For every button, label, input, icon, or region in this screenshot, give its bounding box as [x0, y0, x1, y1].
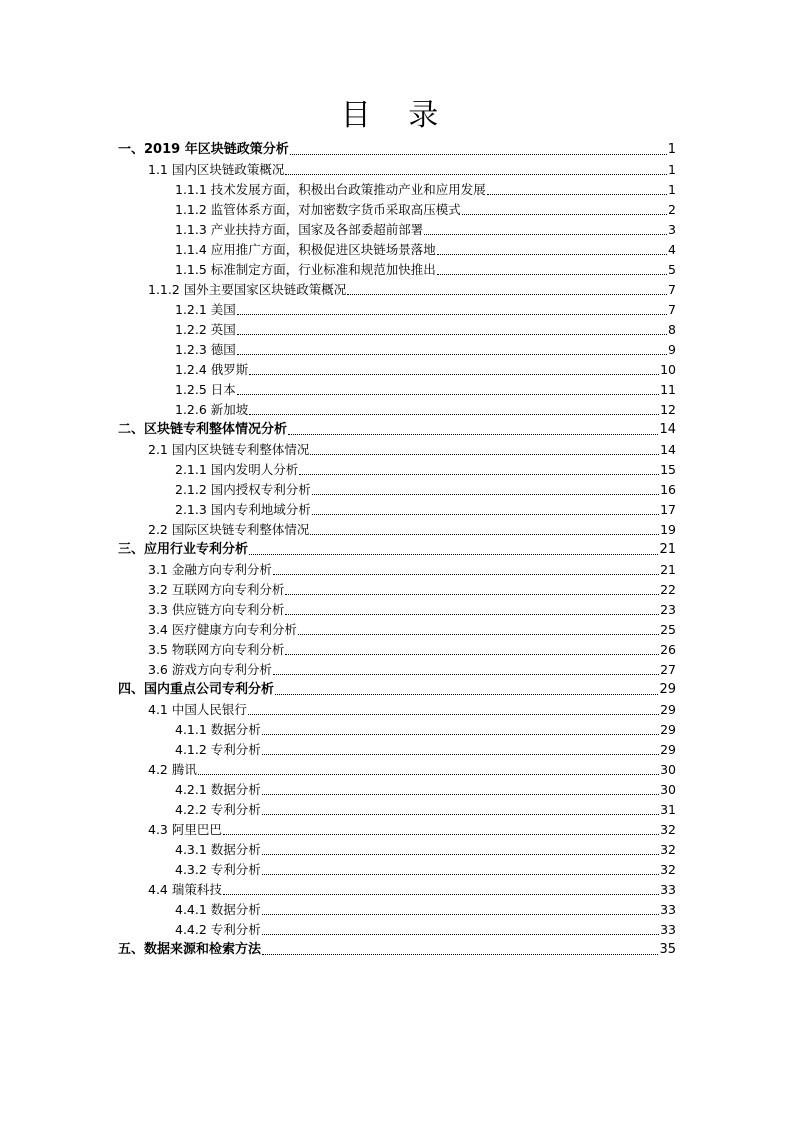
dot-leader	[262, 874, 659, 875]
toc-entry-title: 4.4 瑞策科技	[148, 882, 222, 897]
toc-entry-page: 33	[660, 922, 676, 937]
toc-entry-page: 11	[660, 382, 676, 397]
toc-entry-title: 4.1 中国人民银行	[148, 702, 247, 717]
toc-entry[interactable]	[118, 340, 676, 360]
toc-entry[interactable]	[118, 380, 676, 400]
toc-entry-title: 1.2.1 美国	[175, 302, 236, 317]
dot-leader	[290, 154, 667, 155]
toc-entry-page: 9	[668, 342, 676, 357]
dot-leader	[237, 354, 667, 355]
toc-entry[interactable]	[118, 520, 676, 540]
toc-entry-page: 1	[668, 162, 676, 177]
toc-entry-title: 4.3 阿里巴巴	[148, 822, 222, 837]
dot-leader	[312, 494, 659, 495]
toc-entry[interactable]	[118, 320, 676, 340]
dot-leader	[249, 374, 659, 375]
toc-entry-page: 14	[660, 442, 676, 457]
toc-entry-page: 29	[660, 722, 676, 737]
toc-entry[interactable]	[118, 780, 676, 800]
dot-leader	[437, 254, 667, 255]
dot-leader	[285, 594, 659, 595]
dot-leader	[312, 514, 659, 515]
toc-entry-title: 1.1.4 应用推广方面，积极促进区块链场景落地	[175, 242, 436, 257]
toc-entry-title: 3.6 游戏方向专利分析	[148, 662, 272, 677]
toc-entry[interactable]	[118, 180, 676, 200]
toc-entry-page: 25	[660, 622, 676, 637]
toc-entry-page: 29	[659, 682, 676, 697]
toc-entry-title: 1.2.3 德国	[175, 342, 236, 357]
toc-entry[interactable]	[118, 460, 676, 480]
toc-entry[interactable]	[118, 620, 676, 640]
dot-leader	[299, 474, 659, 475]
toc-entry-title: 1.1.2 监管体系方面，对加密数字货币采取高压模式	[175, 202, 461, 217]
page-title: 目 录	[340, 98, 453, 133]
toc-entry[interactable]	[118, 140, 676, 160]
toc-entry-title: 1.2.2 英国	[175, 322, 236, 337]
table-of-contents	[118, 140, 676, 960]
toc-entry[interactable]	[118, 760, 676, 780]
dot-leader	[273, 574, 659, 575]
toc-entry-page: 4	[668, 242, 676, 257]
dot-leader	[249, 414, 659, 415]
dot-leader	[249, 554, 658, 555]
toc-entry-title: 一、2019 年区块链政策分析	[118, 142, 289, 157]
toc-entry-title: 2.1 国内区块链专利整体情况	[148, 442, 310, 457]
toc-entry-page: 8	[668, 322, 676, 337]
dot-leader	[262, 914, 659, 915]
dot-leader	[310, 534, 659, 535]
dot-leader	[262, 734, 659, 735]
toc-entry-page: 26	[660, 642, 676, 657]
toc-entry[interactable]	[118, 200, 676, 220]
toc-entry[interactable]	[118, 640, 676, 660]
toc-entry-page: 21	[659, 542, 676, 557]
dot-leader	[310, 454, 659, 455]
toc-entry-title: 1.2.5 日本	[175, 382, 236, 397]
dot-leader	[288, 434, 658, 435]
toc-entry-page: 32	[660, 842, 676, 857]
toc-entry-page: 29	[660, 742, 676, 757]
toc-entry[interactable]	[118, 920, 676, 940]
toc-entry[interactable]	[118, 660, 676, 680]
dot-leader	[273, 674, 659, 675]
toc-entry-page: 16	[660, 482, 676, 497]
toc-entry-page: 1	[668, 182, 676, 197]
dot-leader	[262, 794, 659, 795]
toc-entry-page: 31	[660, 802, 676, 817]
toc-entry-title: 1.1.3 产业扶持方面，国家及各部委超前部署	[175, 222, 424, 237]
dot-leader	[223, 834, 659, 835]
toc-entry[interactable]	[118, 440, 676, 460]
toc-entry-title: 2.2 国际区块链专利整体情况	[148, 522, 310, 537]
toc-entry-page: 23	[660, 602, 676, 617]
toc-entry-page: 1	[667, 142, 676, 157]
toc-entry-title: 4.2 腾讯	[148, 762, 197, 777]
toc-entry-page: 32	[660, 822, 676, 837]
toc-entry-page: 19	[660, 522, 676, 537]
toc-entry-title: 1.1.1 技术发展方面，积极出台政策推动产业和应用发展	[175, 182, 486, 197]
toc-entry[interactable]	[118, 740, 676, 760]
toc-entry[interactable]	[118, 900, 676, 920]
dot-leader	[285, 174, 667, 175]
toc-entry-title: 4.1.2 专利分析	[175, 742, 261, 757]
toc-entry[interactable]	[118, 260, 676, 280]
toc-entry[interactable]	[118, 400, 676, 420]
toc-entry[interactable]	[118, 680, 676, 700]
toc-entry-title: 4.4.1 数据分析	[175, 902, 261, 917]
toc-entry[interactable]	[118, 280, 676, 300]
dot-leader	[487, 194, 667, 195]
toc-entry-title: 五、数据来源和检索方法	[118, 942, 262, 957]
toc-entry-page: 15	[660, 462, 676, 477]
toc-entry-page: 10	[660, 362, 676, 377]
dot-leader	[285, 614, 659, 615]
dot-leader	[223, 894, 659, 895]
toc-entry-title: 4.3.2 专利分析	[175, 862, 261, 877]
dot-leader	[437, 274, 667, 275]
dot-leader	[237, 334, 667, 335]
dot-leader	[462, 214, 667, 215]
toc-entry-page: 33	[660, 882, 676, 897]
toc-entry-page: 21	[660, 562, 676, 577]
dot-leader	[248, 714, 659, 715]
toc-entry[interactable]	[118, 940, 676, 960]
toc-entry[interactable]	[118, 700, 676, 720]
toc-entry[interactable]	[118, 860, 676, 880]
toc-entry-title: 二、区块链专利整体情况分析	[118, 422, 288, 437]
toc-entry-page: 27	[660, 662, 676, 677]
toc-entry-page: 2	[668, 202, 676, 217]
toc-entry-page: 3	[668, 222, 676, 237]
toc-entry-title: 2.1.1 国内发明人分析	[175, 462, 299, 477]
toc-entry[interactable]	[118, 880, 676, 900]
toc-entry-page: 14	[659, 422, 676, 437]
toc-entry-title: 4.1.1 数据分析	[175, 722, 261, 737]
toc-entry[interactable]	[118, 560, 676, 580]
toc-entry-title: 1.2.6 新加坡	[175, 402, 249, 417]
toc-entry-title: 1.1.2 国外主要国家区块链政策概况	[148, 282, 347, 297]
toc-entry[interactable]	[118, 720, 676, 740]
dot-leader	[424, 234, 667, 235]
toc-entry[interactable]	[118, 160, 676, 180]
dot-leader	[237, 394, 659, 395]
toc-entry-title: 3.1 金融方向专利分析	[148, 562, 272, 577]
toc-entry-page: 7	[668, 282, 676, 297]
dot-leader	[347, 294, 667, 295]
dot-leader	[262, 754, 659, 755]
toc-entry[interactable]	[118, 540, 676, 560]
dot-leader	[237, 314, 667, 315]
toc-entry[interactable]	[118, 600, 676, 620]
toc-entry-page: 30	[660, 782, 676, 797]
toc-entry-page: 17	[660, 502, 676, 517]
toc-entry-title: 1.1 国内区块链政策概况	[148, 162, 285, 177]
toc-entry[interactable]	[118, 220, 676, 240]
toc-entry-title: 4.2.1 数据分析	[175, 782, 261, 797]
toc-entry-title: 1.1.5 标准制定方面，行业标准和规范加快推出	[175, 262, 436, 277]
toc-entry-title: 四、国内重点公司专利分析	[118, 682, 275, 697]
dot-leader	[198, 774, 659, 775]
dot-leader	[262, 854, 659, 855]
dot-leader	[262, 814, 659, 815]
toc-entry-title: 三、应用行业专利分析	[118, 542, 249, 557]
toc-entry[interactable]	[118, 300, 676, 320]
toc-entry-page: 35	[659, 942, 676, 957]
toc-entry-page: 29	[660, 702, 676, 717]
toc-entry-title: 3.5 物联网方向专利分析	[148, 642, 285, 657]
toc-entry-page: 33	[660, 902, 676, 917]
toc-entry-page: 30	[660, 762, 676, 777]
dot-leader	[285, 654, 659, 655]
toc-entry-title: 1.2.4 俄罗斯	[175, 362, 249, 377]
toc-entry[interactable]	[118, 420, 676, 440]
toc-entry-page: 7	[668, 302, 676, 317]
toc-entry[interactable]	[118, 820, 676, 840]
toc-entry[interactable]	[118, 580, 676, 600]
dot-leader	[262, 934, 659, 935]
toc-entry[interactable]	[118, 360, 676, 380]
toc-entry[interactable]	[118, 480, 676, 500]
toc-entry-title: 3.4 医疗健康方向专利分析	[148, 622, 297, 637]
toc-entry-title: 4.3.1 数据分析	[175, 842, 261, 857]
toc-entry-title: 4.4.2 专利分析	[175, 922, 261, 937]
toc-entry-title: 2.1.3 国内专利地域分析	[175, 502, 311, 517]
toc-entry-page: 32	[660, 862, 676, 877]
toc-entry[interactable]	[118, 500, 676, 520]
toc-entry-title: 3.3 供应链方向专利分析	[148, 602, 285, 617]
toc-entry-page: 12	[660, 402, 676, 417]
toc-entry[interactable]	[118, 240, 676, 260]
toc-entry-page: 22	[660, 582, 676, 597]
dot-leader	[298, 634, 659, 635]
toc-entry-title: 2.1.2 国内授权专利分析	[175, 482, 311, 497]
toc-entry[interactable]	[118, 840, 676, 860]
toc-entry-title: 4.2.2 专利分析	[175, 802, 261, 817]
toc-entry-title: 3.2 互联网方向专利分析	[148, 582, 285, 597]
toc-entry[interactable]	[118, 800, 676, 820]
dot-leader	[275, 694, 658, 695]
toc-entry-page: 5	[668, 262, 676, 277]
dot-leader	[262, 954, 658, 955]
